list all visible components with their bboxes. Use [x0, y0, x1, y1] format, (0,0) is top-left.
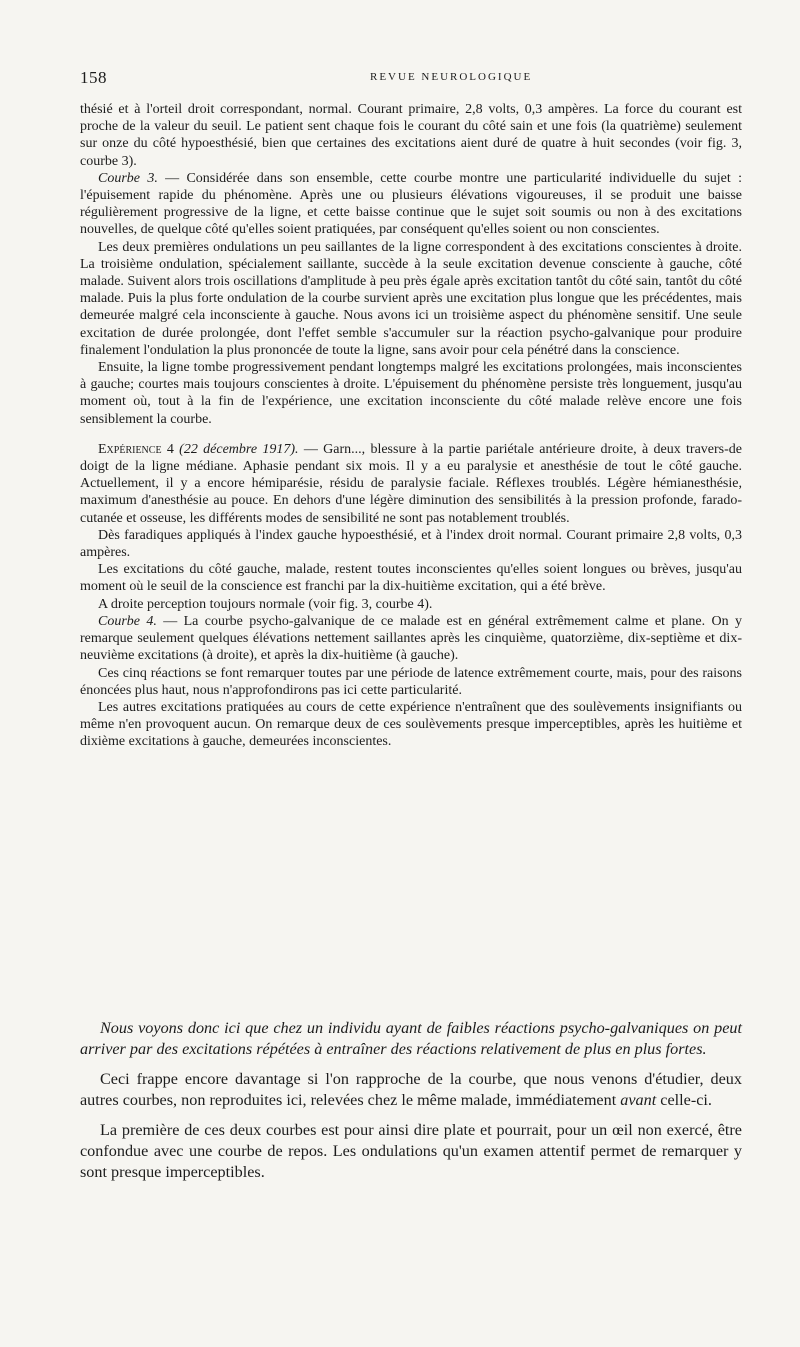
experiment-heading: Expérience 4: [98, 441, 174, 457]
paragraph: Dès faradiques appliqués à l'index gauche hypoesthésié, et à l'index droit normal. Courant primaire 2,8 volts, 0,3 ampères.: [80, 527, 742, 561]
paragraph: Les autres excitations pratiquées au cours de cette expérience n'entraînent que des soulèvements insignifiants ou même n'en provoquent aucun. On remarque deux de ces soulèvements presque imperceptibles, après les huitième et dixième excitations à gauche, demeurées inconscientes.: [80, 699, 742, 750]
conclusion-text: [80, 1018, 742, 1184]
paragraph: A droite perception toujours normale (voir fig. 3, courbe 4).: [98, 596, 433, 612]
running-title: REVUE NEUROLOGIQUE: [370, 71, 533, 83]
paragraph: thésié et à l'orteil droit correspondant, normal. Courant primaire, 2,8 volts, 0,3 ampères. La force du courant est proche de la valeur du seuil. Le patient sent chaque fois le courant du côté sain et une fois (la quatrième) seulement sur onze du côté hypoesthésié, bien que certaines des excitations aient duré de quatre à huit secondes (voir fig. 3, courbe 3).: [80, 102, 742, 169]
experiment-date: (22 décembre 1917).: [173, 441, 299, 457]
conclusion-statement: Nous voyons donc ici que chez un individu ayant de faibles réactions psycho-galvaniques on peut arriver par des excitations répétées à entraîner des réactions relativement de plus en plus fortes.: [80, 1019, 742, 1059]
paragraph: Les excitations du côté gauche, malade, restent toutes inconscientes qu'elles soient longues ou brèves, jusqu'au moment où le seuil de la conscience est franchi par la dix-huitième excitation, qui a été brève.: [80, 562, 742, 595]
paragraph: Courbe 3. — Considérée dans son ensemble, cette courbe montre une particularité individuelle du sujet : l'épuisement rapide du phénomène. Après une ou plusieurs élévations vigoureuses, il se produit une baisse régulièrement progressive de la ligne, et cette baisse continue que le sujet soit soumis ou non à des excitations nouvelles, de quelque côté qu'elles soient pratiquées, par conséquent qu'elles soient ou non conscientes.: [80, 170, 742, 238]
curve-heading: Courbe 3.: [98, 170, 158, 186]
page-header: [80, 68, 742, 88]
paragraph: Ceci frappe encore davantage si l'on rapproche de la courbe, que nous venons d'étudier, deux autres courbes, non reproduites ici, relevées chez le même malade, immédiatement avant celle-ci.: [80, 1069, 742, 1110]
experiment-paragraph: Expérience 4 (22 décembre 1917). — Garn..., blessure à la partie pariétale antérieure droite, à deux travers-de doigt de la ligne médiane. Aphasie pendant six mois. Il y a eu paralysie et anesthésie de tout le côté gauche. Actuellement, il y a encore hémiparésie, résidu de paralysie faciale. Réflexes troublés. Légère hémianesthésie, maximum d'anesthésie au pouce. En dehors d'une légère diminution des sensibilités à la pression profonde, farado-cutanée et osseuse, les différents modes de sensibilité ne sont pas notablement troublés.: [80, 441, 743, 526]
paragraph: Les deux premières ondulations un peu saillantes de la ligne correspondent à des excitations conscientes à droite. La troisième ondulation, spécialement saillante, succède à la seule excitation devenue consciente à gauche, côté malade. Suivent alors trois oscillations d'amplitude à peu près égale après excitation tantôt du côté sain, tantôt du côté malade. Puis la plus forte ondulation de la courbe survient après une excitation plus longue que les précédentes, mais demeurée malgré cela inconsciente à gauche. Nous avons ici un troisième aspect du phénomène sensitif. Une seule excitation de durée prolongée, dont l'effet semble s'accumuler sur la réaction psycho-galvanique pour produire finalement l'ondulation la plus prononcée de toute la ligne, sans avoir pour cela pénétré dans la conscience.: [80, 239, 742, 358]
paragraph: La première de ces deux courbes est pour ainsi dire plate et pourrait, pour un œil non exercé, être confondue avec une courbe de repos. Les ondulations qu'un examen attentif permet de remarquer y sont presque imperceptibles.: [80, 1120, 742, 1182]
curve-heading: Courbe 4.: [98, 613, 157, 629]
paragraph: Ensuite, la ligne tombe progressivement pendant longtemps malgré les excitations prolongées, mais inconscientes à gauche; courtes mais toujours conscientes à droite. L'épuisement du phénomène persiste très longuement, jusqu'au moment où, tout à la fin de l'expérience, une excitation inconsciente du côté malade relève encore une fois sensiblement la courbe.: [80, 360, 742, 427]
paragraph: Courbe 4. — La courbe psycho-galvanique de ce malade est en général extrêmement calme et plane. On y remarque seulement quelques élévations nettement saillantes après les cinquième, quatorzième, dix-septième et dix-neuvième excitations (à droite), et après la dix-huitième (à gauche).: [80, 613, 742, 664]
paragraph: Ces cinq réactions se font remarquer toutes par une période de latence extrêmement courte, mais, pour des raisons énoncées plus haut, nous n'approfondirons pas ici cette particularité.: [80, 665, 742, 698]
page-number: 158: [80, 68, 107, 87]
body-text: [80, 101, 742, 751]
